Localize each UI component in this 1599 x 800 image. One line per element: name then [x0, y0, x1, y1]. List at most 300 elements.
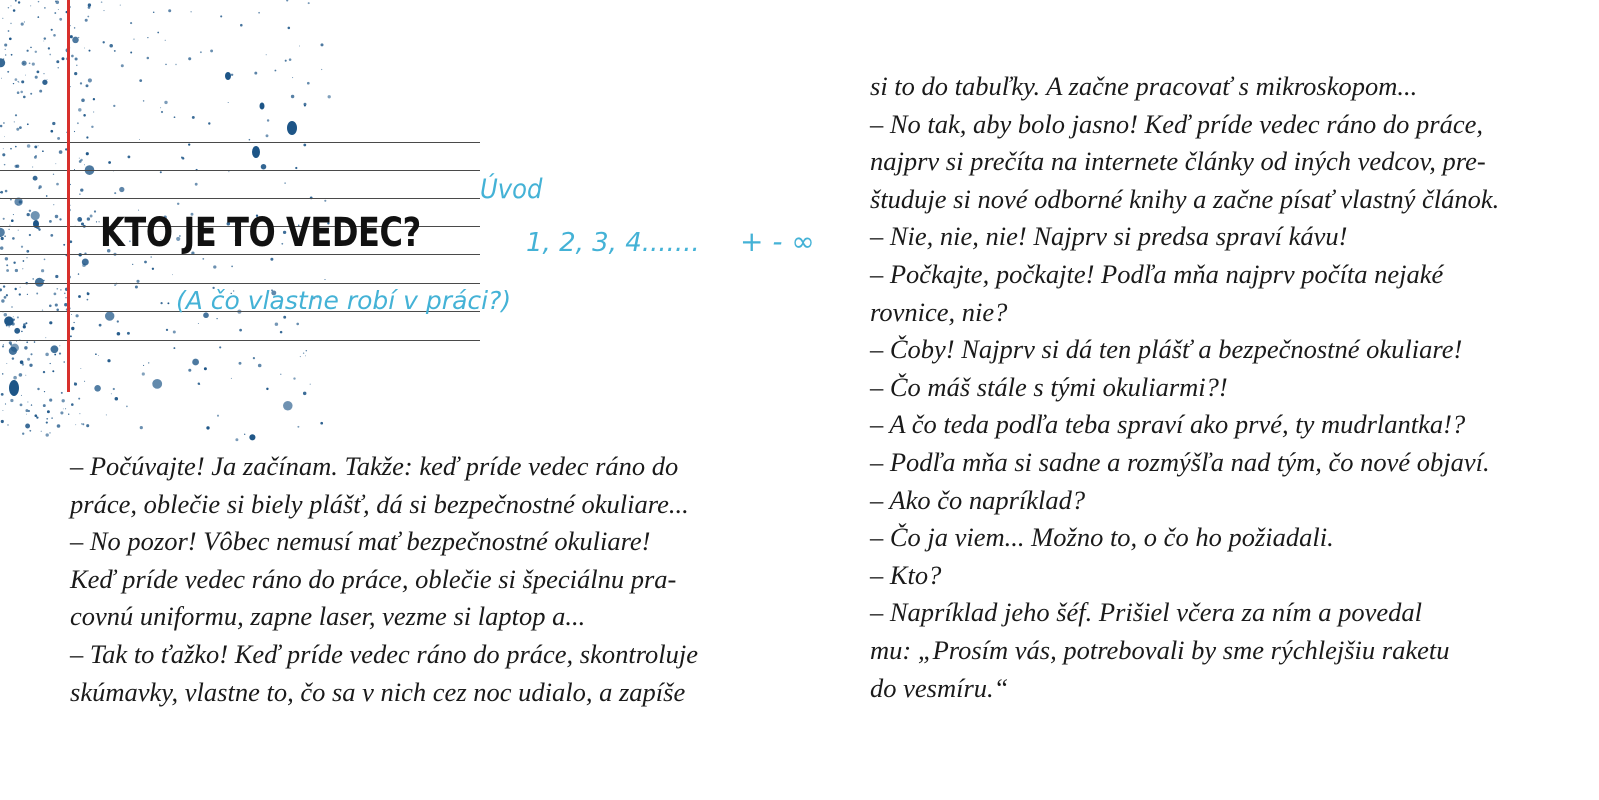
ink-dot — [1, 420, 4, 423]
ink-dot — [93, 111, 94, 112]
ink-dot — [1, 78, 2, 79]
ink-dot — [25, 75, 26, 76]
ink-dot — [161, 111, 163, 113]
ink-dot — [280, 331, 283, 334]
ink-dot — [61, 392, 63, 394]
ink-dot — [177, 203, 179, 205]
ink-dot — [293, 377, 295, 379]
ink-dot — [213, 265, 216, 268]
ink-dot — [284, 182, 285, 183]
ink-dot — [328, 95, 331, 98]
text-line: – Čo máš stále s tými okuliarmi?! — [870, 371, 1228, 402]
ink-dot — [80, 188, 83, 191]
ink-dot — [91, 126, 93, 128]
ink-dot — [166, 329, 168, 331]
ink-dot — [37, 71, 40, 74]
text-line: – Počkajte, počkajte! Podľa mňa najprv počíta nejaké — [870, 258, 1444, 289]
ink-dot — [106, 414, 107, 415]
ink-dot — [20, 360, 24, 364]
ink-dot — [50, 363, 51, 364]
ink-dot — [299, 46, 300, 47]
ink-dot — [285, 60, 287, 62]
ink-dot — [113, 105, 115, 107]
ink-dot — [36, 293, 38, 295]
ink-dot — [52, 122, 55, 125]
ink-dot — [79, 193, 81, 195]
ink-dot — [188, 143, 190, 145]
text-line: covnú uniformu, zapne laser, vezme si laptop a... — [70, 601, 586, 632]
ink-dot — [160, 302, 162, 304]
ink-dot — [5, 49, 6, 50]
ink-dot — [11, 54, 13, 56]
ink-dot — [8, 7, 9, 8]
ink-dot — [5, 190, 8, 193]
ink-dot — [30, 5, 31, 6]
ink-dot — [114, 50, 116, 52]
ink-dot — [192, 359, 199, 366]
ink-dot — [0, 228, 5, 237]
ink-dot — [15, 78, 18, 81]
ink-dot — [3, 122, 5, 124]
ink-dot — [202, 258, 204, 260]
ink-dot — [49, 220, 52, 223]
ink-dot — [99, 324, 102, 327]
ink-dot — [239, 362, 242, 365]
ink-dot — [308, 2, 310, 4]
ink-dot — [49, 321, 52, 324]
ink-dot — [57, 424, 61, 428]
ink-dot — [266, 388, 268, 390]
ink-dot — [283, 316, 286, 319]
ink-dot — [12, 357, 14, 359]
ink-dot — [297, 426, 299, 428]
ink-dot — [84, 381, 85, 382]
ink-dot — [15, 0, 17, 2]
text-line: si to do tabuľky. A začne pracovať s mikroskopom... — [870, 71, 1418, 101]
ink-dot — [60, 411, 63, 414]
ink-dot — [26, 257, 27, 258]
ink-dot — [182, 158, 184, 160]
ink-dot — [43, 41, 44, 42]
ink-dot — [4, 313, 8, 317]
ink-dot — [95, 353, 97, 355]
ink-dot — [167, 302, 169, 304]
ink-dot — [231, 266, 233, 268]
ink-dot — [320, 422, 323, 425]
ink-dot — [239, 329, 242, 332]
ink-dot — [109, 44, 113, 48]
ink-dot — [288, 27, 291, 30]
ink-dot — [307, 82, 310, 85]
ink-dot — [173, 331, 176, 334]
ink-blot — [252, 146, 260, 158]
ink-dot — [90, 215, 93, 218]
text-line: rovnice, nie? — [870, 296, 1008, 327]
text-line: – Nie, nie, nie! Najprv si predsa spraví kávu! — [870, 221, 1348, 252]
text-line: – Čoby! Najprv si dá ten plášť a bezpečnostné okuliare! — [870, 334, 1463, 365]
ink-dot — [54, 12, 56, 14]
text-line: práce, oblečie si biely plášť, dá si bezpečnostné okuliare... — [70, 488, 689, 519]
ink-dot — [0, 246, 3, 249]
ink-dot — [108, 161, 111, 164]
ink-dot — [126, 406, 128, 408]
ink-dot — [19, 126, 22, 129]
ink-dot — [74, 131, 75, 132]
ink-dot — [8, 326, 9, 327]
ink-dot — [29, 234, 31, 236]
ink-dot — [80, 82, 82, 84]
ink-dot — [4, 164, 6, 166]
ink-dot — [44, 259, 46, 261]
ink-dot — [17, 204, 18, 205]
ink-dot — [52, 370, 54, 372]
ink-dot — [44, 391, 45, 392]
ink-dot — [86, 152, 89, 155]
ink-dot — [80, 368, 81, 369]
ink-dot — [70, 335, 72, 337]
ink-dot — [1, 237, 4, 240]
ink-dot — [135, 286, 138, 289]
ink-dot — [10, 343, 12, 345]
ink-dot — [51, 417, 53, 419]
ink-dot — [55, 0, 57, 2]
text-line: – No pozor! Vôbec nemusí mať bezpečnostné okuliare! — [70, 526, 651, 557]
ink-dot — [74, 27, 76, 29]
ink-dot — [152, 379, 162, 389]
ink-dot — [58, 9, 59, 10]
text-line: – A čo teda podľa teba spraví ako prvé, ty mudrlantka!? — [870, 409, 1466, 440]
ink-dot — [160, 107, 161, 108]
ink-dot — [22, 268, 23, 269]
ink-dot — [59, 150, 63, 154]
ink-dot — [33, 176, 38, 181]
text-line: – Podľa mňa si sadne a rozmýšľa nad tým, čo nové objaví. — [870, 446, 1490, 477]
ink-dot — [64, 293, 66, 295]
page-title: KTO JE TO VEDEC? — [100, 210, 421, 256]
ink-dot — [1, 299, 4, 302]
ink-dot — [18, 1, 20, 3]
ink-dot — [286, 0, 288, 1]
ink-dot — [55, 275, 58, 278]
ink-dot — [103, 10, 104, 11]
ink-dot — [83, 114, 86, 117]
ink-dot — [144, 261, 147, 264]
ink-dot — [82, 423, 84, 425]
ink-dot — [37, 16, 39, 18]
text-line: do vesmíru.“ — [870, 672, 1009, 703]
ink-dot — [78, 273, 79, 274]
ink-dot — [120, 5, 121, 6]
ink-dot — [60, 289, 61, 290]
ink-dot — [152, 268, 154, 270]
ink-dot — [3, 285, 5, 287]
ink-dot — [303, 144, 306, 147]
ink-dot — [59, 18, 62, 21]
ink-dot — [240, 24, 243, 27]
ink-dot — [62, 57, 65, 60]
ink-dot — [280, 374, 281, 375]
ink-dot — [3, 344, 4, 345]
ink-dot — [190, 11, 191, 12]
ink-dot — [46, 433, 49, 436]
ink-dot — [42, 150, 44, 152]
ink-dot — [300, 356, 301, 357]
text-line: najprv si prečíta na internete články od iných vedcov, pre- — [870, 146, 1486, 177]
ink-dot — [18, 230, 19, 231]
notebook-rule-line — [0, 198, 480, 199]
ink-dot — [220, 15, 222, 17]
ink-dot — [9, 347, 17, 355]
ink-dot — [14, 288, 16, 290]
ink-dot — [43, 404, 46, 407]
ink-dot — [172, 274, 173, 275]
ink-dot — [119, 187, 124, 192]
ink-dot — [75, 57, 78, 60]
ink-dot — [82, 259, 89, 266]
ink-dot — [114, 284, 116, 286]
ink-dot — [58, 67, 59, 68]
ink-dot — [21, 23, 24, 26]
ink-dot — [143, 365, 144, 366]
ink-dot — [3, 148, 4, 149]
ink-dot — [16, 128, 19, 131]
ink-dot — [17, 316, 19, 318]
ink-dot — [204, 367, 207, 370]
ink-dot — [1, 393, 4, 396]
ink-dot — [47, 79, 48, 80]
ink-dot — [98, 355, 99, 356]
ink-dot — [5, 403, 6, 404]
ink-dot — [174, 116, 176, 118]
ink-dot — [208, 122, 210, 124]
ink-dot — [270, 258, 273, 261]
ink-dot — [71, 403, 74, 406]
ink-dot — [78, 108, 81, 111]
ink-dot — [206, 426, 209, 429]
text-line: – No tak, aby bolo jasno! Keď príde vedec ráno do práce, — [870, 108, 1483, 139]
ink-dot — [267, 119, 269, 121]
ink-dot — [20, 91, 23, 94]
ink-dot — [22, 433, 24, 435]
ink-dot — [133, 38, 134, 39]
ink-dot — [5, 54, 6, 55]
ink-dot — [24, 21, 25, 22]
ink-dot — [231, 74, 233, 76]
ink-dot — [7, 326, 8, 327]
ink-dot — [103, 41, 105, 43]
ink-dot — [76, 65, 77, 66]
ink-dot — [47, 410, 50, 413]
ink-dot — [15, 146, 17, 148]
ink-dot — [70, 35, 73, 38]
notebook-rule-line — [0, 283, 480, 284]
ink-dot — [53, 204, 54, 205]
ink-dot — [217, 415, 219, 417]
ink-dot — [23, 96, 26, 99]
text-line: skúmavky, vlastne to, čo sa v nich cez noc udialo, a zapíše — [70, 676, 686, 707]
ink-dot — [25, 375, 26, 376]
ink-dot — [30, 47, 32, 49]
ink-dot — [44, 7, 46, 9]
ink-dot — [68, 414, 69, 415]
ink-dot — [50, 234, 53, 237]
ink-dot — [132, 264, 133, 265]
ink-dot — [79, 413, 80, 414]
ink-dot — [32, 167, 33, 168]
ink-dot — [25, 424, 30, 429]
ink-dot — [54, 354, 56, 356]
ink-dot — [48, 47, 50, 49]
ink-dot — [127, 332, 130, 335]
text-line: – Ako čo napríklad? — [870, 484, 1086, 515]
ink-dot — [56, 60, 59, 63]
ink-dot — [76, 314, 79, 317]
text-line: – Počúvajte! Ja začínam. Takže: keď príde vedec ráno do — [70, 451, 679, 481]
ink-dot — [65, 408, 66, 409]
ink-dot — [258, 12, 260, 14]
ink-dot — [127, 156, 130, 159]
ink-dot — [10, 23, 12, 25]
ink-dot — [14, 328, 20, 334]
ink-dot — [244, 434, 245, 435]
ink-dot — [305, 356, 306, 357]
ink-dot — [210, 49, 213, 52]
ink-dot — [81, 423, 82, 424]
ink-dot — [49, 399, 52, 402]
text-line: – Čo ja viem... Možno to, o čo ho požiadali. — [870, 522, 1334, 553]
ink-dot — [19, 373, 23, 377]
ink-dot — [228, 102, 229, 103]
ink-blot — [225, 72, 231, 80]
ink-dot — [88, 6, 91, 9]
ink-dot — [249, 434, 255, 440]
ink-dot — [38, 187, 40, 189]
ink-dot — [7, 71, 9, 73]
ink-dot — [111, 393, 112, 394]
ink-dot — [59, 345, 60, 346]
ink-dot — [320, 43, 323, 46]
ink-dot — [121, 64, 124, 67]
ink-dot — [26, 341, 28, 343]
ink-dot — [35, 51, 37, 53]
ink-dot — [165, 64, 167, 66]
ink-dot — [231, 378, 232, 379]
ink-dot — [11, 320, 13, 322]
ink-dot — [88, 78, 92, 82]
ink-dot — [114, 192, 116, 194]
ink-dot — [140, 426, 143, 429]
ink-dot — [20, 287, 21, 288]
ink-dot — [63, 361, 65, 363]
ink-dot — [51, 345, 59, 353]
ink-dot — [274, 70, 276, 72]
ink-dot — [304, 103, 307, 106]
ink-dot — [62, 399, 65, 402]
ink-dot — [289, 58, 292, 61]
ink-dot — [30, 93, 32, 95]
ink-dot — [81, 99, 85, 103]
ink-dot — [2, 410, 3, 411]
ink-dot — [84, 164, 85, 165]
ink-dot — [53, 34, 56, 37]
ink-dot — [86, 136, 88, 138]
ink-dot — [25, 409, 28, 412]
ink-dot — [79, 160, 82, 163]
ink-dot — [29, 210, 31, 212]
ink-dot — [59, 353, 61, 355]
ink-dot — [27, 402, 28, 403]
ink-dot — [23, 63, 24, 64]
ink-dot — [9, 37, 12, 40]
ink-dot — [160, 171, 162, 173]
ink-dot — [0, 288, 2, 291]
ink-dot — [49, 54, 51, 56]
ink-dot — [14, 121, 15, 122]
ink-dot — [37, 388, 39, 390]
ink-dot — [13, 316, 14, 317]
ink-dot — [49, 305, 52, 308]
ink-dot — [266, 54, 267, 55]
ink-dot — [321, 69, 322, 70]
ink-dot — [17, 91, 20, 94]
ink-dot — [43, 371, 45, 373]
ink-dot — [147, 37, 148, 38]
handwritten-numbers: 1, 2, 3, 4....... — [526, 228, 700, 258]
ink-dot — [4, 136, 5, 137]
ink-dot — [21, 331, 23, 333]
ink-dot — [275, 322, 278, 325]
text-line: študuje si nové odborné knihy a začne písať vlastný článok. — [870, 183, 1500, 214]
ink-dot — [26, 414, 27, 415]
ink-dot — [11, 306, 13, 308]
ink-dot — [11, 5, 12, 6]
ink-dot — [101, 1, 103, 3]
text-line: – Napríklad jeho šéf. Prišiel včera za ním a povedal — [870, 597, 1422, 628]
ink-dot — [8, 30, 10, 32]
ink-dot — [324, 279, 325, 280]
ink-dot — [113, 388, 115, 390]
text-line: mu: „Prosím vás, potrebovali by sme rýchlejšiu raketu — [870, 634, 1450, 665]
ink-blot — [260, 103, 265, 110]
ink-dot — [55, 215, 58, 218]
ink-dot — [56, 183, 59, 186]
ink-dot — [8, 229, 9, 230]
ink-dot — [266, 134, 269, 137]
ink-dot — [199, 384, 200, 385]
right-text-column — [870, 68, 1499, 707]
ink-dot — [192, 116, 195, 119]
ink-dot — [303, 392, 306, 395]
ink-dot — [44, 37, 46, 39]
ink-dot — [86, 424, 89, 427]
ink-dot — [38, 1, 40, 2]
ink-dot — [254, 72, 257, 75]
ink-dot — [261, 164, 267, 170]
ink-dot — [6, 269, 9, 272]
ink-dot — [74, 72, 77, 75]
ink-dot — [12, 237, 15, 240]
ink-dot — [87, 217, 90, 220]
ink-dot — [27, 294, 28, 295]
ink-dot — [2, 153, 5, 156]
ink-dot — [15, 269, 18, 272]
ink-dot — [75, 424, 76, 425]
ink-dot — [216, 318, 217, 319]
ink-dot — [148, 362, 149, 363]
text-line: Keď príde vedec ráno do práce, oblečie si špeciálnu pra- — [70, 563, 677, 594]
ink-dot — [25, 322, 27, 324]
ink-dot — [86, 84, 89, 87]
